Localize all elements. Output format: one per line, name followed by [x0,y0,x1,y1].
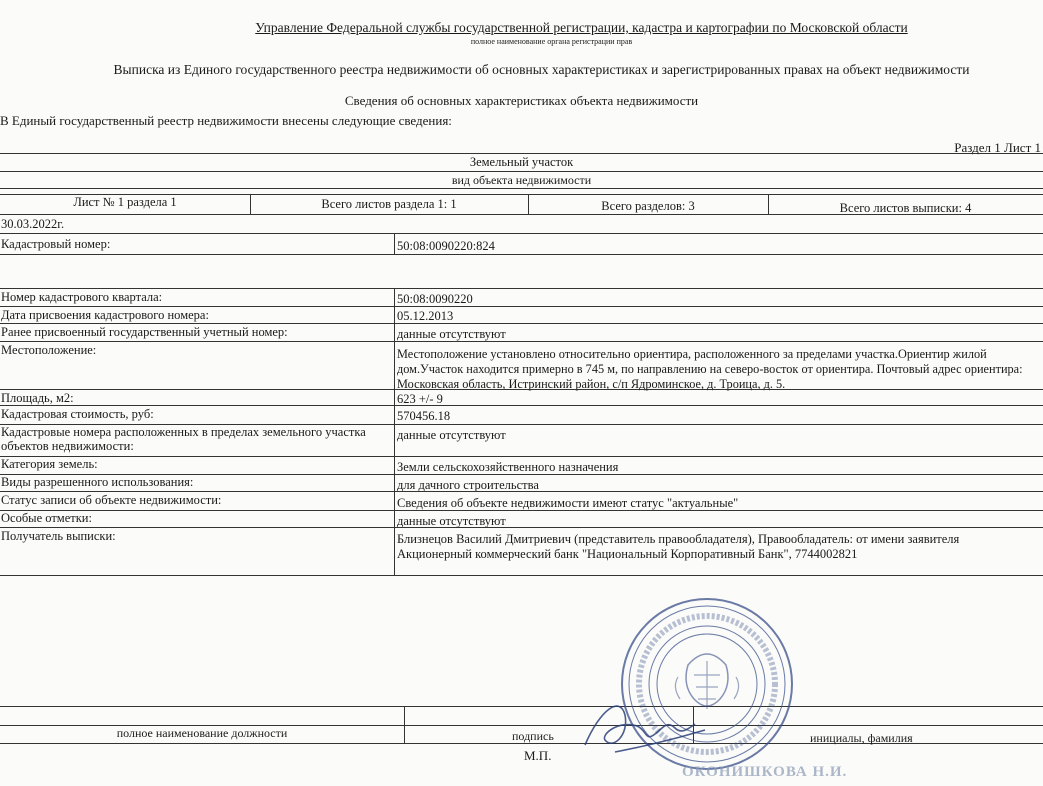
divider [0,306,1043,307]
row-label: Ранее присвоенный государственный учетный номер: [1,325,288,339]
row-label: Местоположение: [1,343,97,357]
divider [394,233,395,254]
total-sheets-section: Всего листов раздела 1: 1 [321,197,457,211]
row-label: Категория земель: [1,457,98,471]
divider [0,171,1043,172]
divider [0,510,1043,511]
divider [0,233,1043,234]
row-label: Кадастровая стоимость, руб: [1,407,154,421]
divider [0,288,1043,289]
row-label: Виды разрешенного использования: [1,475,194,489]
row-value: для дачного строительства [397,478,539,492]
row-value: Местоположение установлено относительно ориентира, расположенного за пределами участка.Ориентир жилой дом.Участок находится примерно в 745 м, по направлению на северо-восток от ориентира. Почтовый адрес ориентира: Московская область, Истринский район, с/п Ядроминское, д. Троица, д. 5. [397,347,1023,391]
cadastral-number-value: 50:08:0090220:824 [397,239,495,253]
section-title: Сведения об основных характеристиках объекта недвижимости [344,93,699,108]
position-caption: полное наименование должности [116,726,288,740]
divider [0,527,1043,528]
divider [0,405,1043,406]
row-value: Земли сельскохозяйственного назначения [397,460,619,474]
row-label: Получатель выписки: [1,529,116,543]
name-caption: инициалы, фамилия [810,731,913,745]
total-sheets-extract: Всего листов выписки: 4 [839,201,972,215]
row-value: Близнецов Василий Дмитриевич (представитель правообладателя), Правообладатель: от имени заявителя Акционерный коммерческий банк "Национальный Корпоративный Банк", 7744002821 [397,532,960,561]
divider [0,188,1043,189]
intro-text: В Единый государственный реестр недвижимости внесены следующие сведения: [0,113,452,128]
divider [0,456,1043,457]
divider [0,491,1043,492]
cadastral-number-label: Кадастровый номер: [1,237,111,251]
row-label: Дата присвоения кадастрового номера: [1,308,209,322]
signature-icon [575,690,715,760]
section-reference: Раздел 1 Лист 1 [954,140,1041,155]
organization-caption: полное наименование органа регистрации прав [470,37,633,46]
signature-caption: подпись [512,729,554,743]
extract-title: Выписка из Единого государственного реестра недвижимости об основных характеристиках и зарегистрированных правах на объект недвижимости [113,62,970,77]
column-divider [394,288,395,575]
row-value: 05.12.2013 [397,309,454,323]
row-label: Статус записи об объекте недвижимости: [1,493,222,507]
sheet-number: Лист № 1 раздела 1 [73,195,177,209]
extract-date: 30.03.2022г. [1,217,65,231]
divider [0,575,1043,576]
total-sections: Всего разделов: 3 [601,199,695,213]
object-type-caption: вид объекта недвижимости [451,173,592,187]
divider [0,323,1043,324]
table-top-border [0,153,1043,154]
divider [0,706,1043,707]
divider [404,706,405,743]
divider [0,389,1043,390]
row-label: Особые отметки: [1,511,92,525]
row-value: 623 +/- 9 [397,392,443,406]
divider [0,214,1043,215]
row-value: данные отсутствуют [397,514,506,528]
row-label: Площадь, м2: [1,391,74,405]
object-type: Земельный участок [469,155,574,169]
row-value: данные отсутствуют [397,327,506,341]
row-label: Кадастровые номера расположенных в пределах земельного участка объектов недвижимости: [1,425,366,453]
row-value: данные отсутствуют [397,428,506,442]
row-label: Номер кадастрового квартала: [1,290,163,304]
row-value: Сведения об объекте недвижимости имеют статус "актуальные" [397,496,739,510]
divider [0,341,1043,342]
divider [0,254,1043,255]
row-value: 570456.18 [397,409,451,423]
row-value: 50:08:0090220 [397,292,473,306]
organization-title: Управление Федеральной службы государственной регистрации, кадастра и картографии по Московской области [255,20,908,35]
stamp-name: ОКОНИШКОВА Н.И. [682,764,848,780]
seal-mark: М.П. [524,748,552,763]
